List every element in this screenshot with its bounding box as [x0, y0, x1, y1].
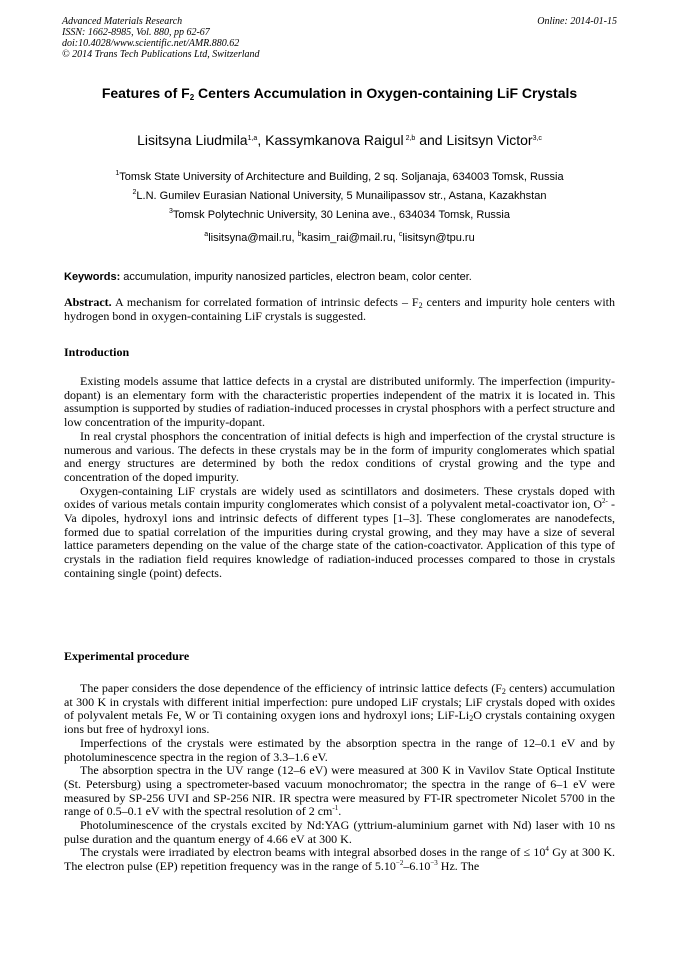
online-date: Online: 2014-01-15 — [537, 16, 617, 27]
affiliation-2: $^2$L.N. Gumilev Eurasian National University, 5 Munailipassov str., Astana, Kazakhstan — [132, 189, 547, 202]
affiliation-1: $^1$Tomsk State University of Architecture and Building, 2 sq. Soljanaja, 634003 Tomsk, Russia — [115, 170, 564, 183]
exp-paragraph-2: Imperfections of the crystals were estimated by the absorption spectra in the range of 12–0.1 eV and by photoluminescence spectra in the region of 3.3–1.6 eV. — [64, 735, 615, 764]
exp-paragraph-1: The paper considers the dose dependence of the efficiency of intrinsic lattice defects ($F_2$ centers) accumulation at 300 K in crystals with different initial imperfection: pure undoped LiF crystals; LiF crystals doped with oxides of polyvalent metals Fe, W or Ti containing oxygen ions and hydroxyl ions; LiF-$Li_2O$ crystals containing oxygen ions but free of hydroxyl ions. — [64, 681, 615, 737]
exp-paragraph-3: The absorption spectra in the UV range (12–6 eV) were measured at 300 K in Vavilov State Optical Institute (St. Petersburg) using a spectrometer-based vacuum monochromator; the spectra in the range of 6–1 eV were measured by SP-256 UVI and SP-256 NIR. IR spectra were measured by FT-IR spectrometer Nicolet 5700 in the range of 0.5–0.1 eV with the spectral resolution of 2 $cm^{-1}$. — [64, 763, 615, 819]
email-b[interactable]: kasim_rai@mail.ru, — [301, 232, 399, 244]
email-c[interactable]: lisitsyn@tpu.ru — [402, 232, 475, 244]
intro-paragraph-3: Oxygen-containing LiF crystals are widely used as scintillators and dosimeters. These crystals doped with oxides of various metals contain impurity conglomerates which consist of a polyvalent metal-coactivator ion, $O^{2-}$ - Va dipoles, hydroxyl ions and intrinsic defects of different types [1–3]. These conglomerates are nanodefects, formed due to spatial correlation of the impurities during crystal growing, and they may have a size of several lattice parameters depending on the value of the charge state of the cation-coactivator. Application of this type of crystals in the radiation field requires knowledge of radiation-induced processes compared to those in crystals containing single (point) defects. — [64, 483, 615, 580]
author-2: Kassymkanova Raigul — [265, 132, 404, 148]
journal-header — [62, 16, 617, 60]
abstract: Abstract. A mechanism for correlated formation of intrinsic defects – $F_2$ centers and impurity hole centers with hydrogen bond in oxygen-containing LiF crystals is suggested. — [64, 295, 616, 323]
paper-title: Features of $F_2$ Centers Accumulation in Oxygen-containing LiF Crystals — [101, 85, 578, 102]
introduction-heading: Introduction — [64, 345, 130, 359]
issn-line: ISSN: 1662-8985, Vol. 880, pp 62-67 — [62, 27, 210, 38]
keywords-label: Keywords: — [64, 271, 121, 283]
introduction-body — [64, 375, 615, 581]
exp-paragraph-5: The crystals were irradiated by electron beams with integral absorbed doses in the range of ≤ $10^4$ Gy at 300 K. The electron pulse (EP) repetition frequency was in the range of $5.10^{-2}-6.10^{-3}$ Hz. The — [64, 845, 615, 874]
intro-paragraph-2: In real crystal phosphors the concentration of initial defects is high and imperfection of the crystal structure is numerous and various. The defects in these crystals may be in the form of impurity conglomerates which spatial and energy structures are determined by both the redox conditions of crystal growing and the type and concentration of the doped impurity. — [64, 428, 615, 484]
author-3: Lisitsyn Victor — [446, 132, 533, 148]
email-a[interactable]: lisitsyna@mail.ru, — [208, 232, 298, 244]
journal-name: Advanced Materials Research — [62, 16, 183, 27]
experimental-body — [64, 682, 615, 874]
exp-paragraph-4: Photoluminescence of the crystals excited by Nd:YAG (yttrium-aluminium garnet with Nd) laser with 10 ns pulse duration and the quantum energy of 4.66 eV at 300 K. — [64, 818, 615, 846]
author-list: Lisitsyna Liudmila$^{1,a}$, Kassymkanova Raigul $^{2,b}$ and Lisitsyn Victor$^{3,c}$ — [137, 132, 542, 148]
experimental-heading: Experimental procedure — [64, 649, 190, 663]
intro-paragraph-1: Existing models assume that lattice defects in a crystal are distributed uniformly. The imperfection (impurity-dopant) is an elementary form with the characteristic properties independent of the matrix it is located in. This assumption is supported by studies of radiation-induced processes in crystal phosphors with a perfect structure and low concentration of the impurity-dopant. — [64, 374, 615, 430]
keywords: Keywords: accumulation, impurity nanosized particles, electron beam, color center. — [64, 271, 472, 283]
doi-line[interactable]: doi:10.4028/www.scientific.net/AMR.880.62 — [62, 38, 240, 49]
abstract-label: Abstract. — [64, 295, 112, 309]
author-1: Lisitsyna Liudmila — [137, 132, 248, 148]
affiliation-3: $^3$Tomsk Polytechnic University, 30 Lenina ave., 634034 Tomsk, Russia — [169, 208, 510, 221]
email-line: $^a$lisitsyna@mail.ru, $^b$kasim_rai@mail.ru, $^c$lisitsyn@tpu.ru — [204, 231, 475, 244]
copyright-line: © 2014 Trans Tech Publications Ltd, Switzerland — [62, 49, 260, 60]
